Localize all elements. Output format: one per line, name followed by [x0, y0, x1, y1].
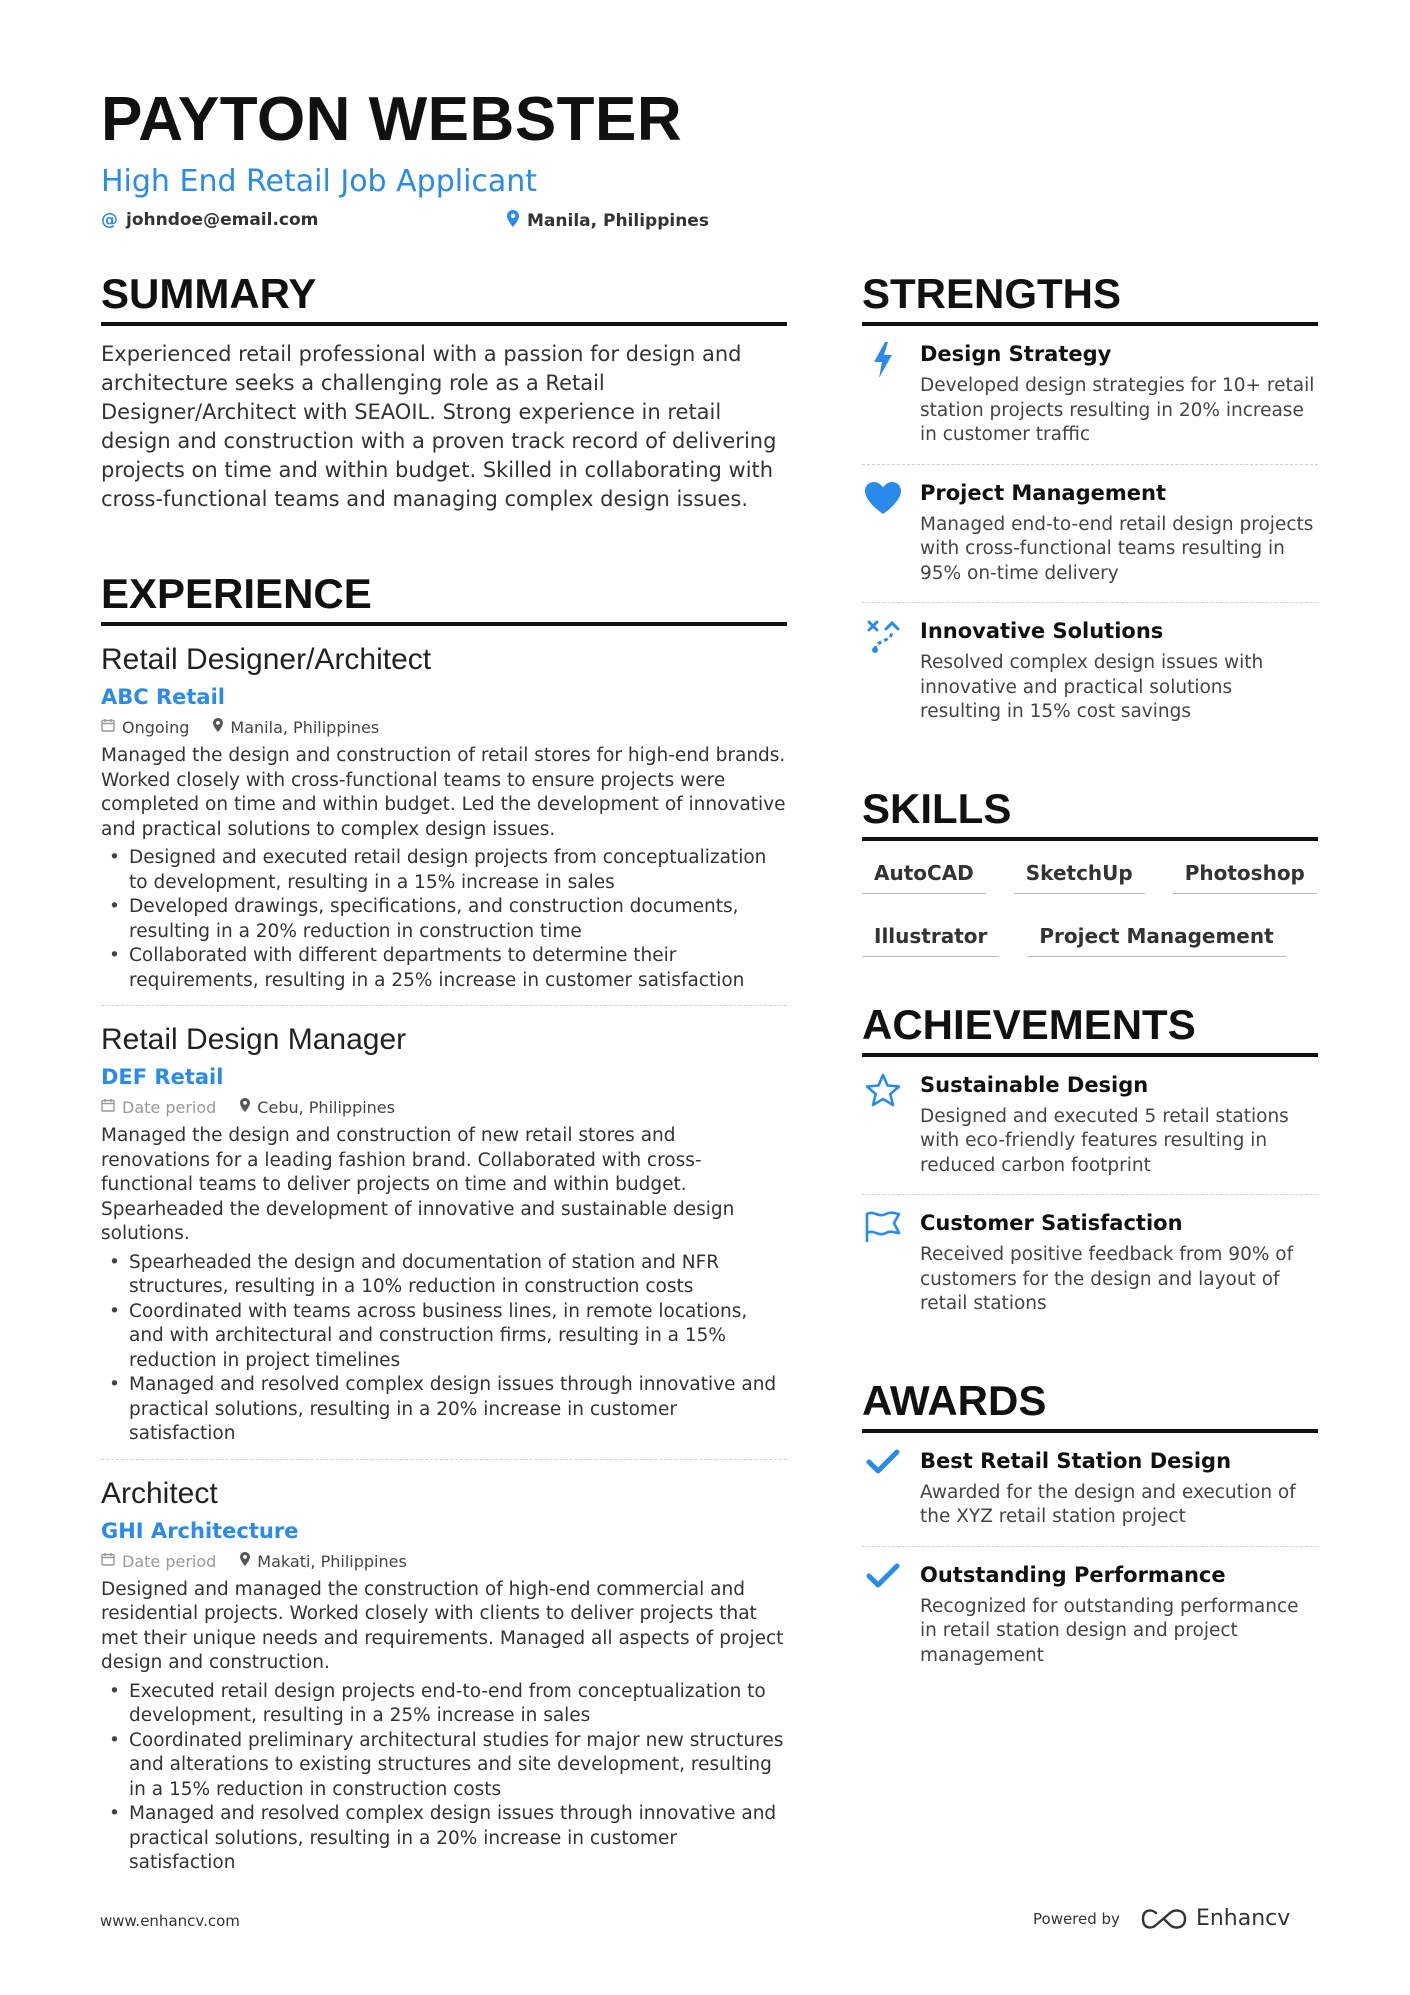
achievement-item [862, 1057, 1318, 1195]
experience-item [101, 1459, 787, 1876]
summary-section [101, 268, 787, 514]
list-item: • Managed and resolved complex design issues through innovative and practical solutions, resulting in a 20% increase in customer satisfaction [101, 1802, 787, 1876]
job-role: Retail Design Manager [101, 1023, 407, 1056]
strength-title: Design Strategy [920, 342, 1112, 366]
list-item: • Coordinated preliminary architectural studies for major new structures and alterations to existing structures and site development, resulting in a 15% reduction in construction costs [101, 1729, 787, 1803]
job-location: Manila, Philippines [213, 718, 379, 738]
strength-title: Project Management [920, 480, 1166, 505]
list-item: • Collaborated with different departments to determine their requirements, resulting in a 25% increase in customer satisfaction [101, 944, 787, 993]
calendar-icon [101, 718, 115, 738]
skill-tag: Project Management [1027, 924, 1285, 957]
job-role: Retail Designer/Architect [101, 643, 432, 676]
company-name: GHI Architecture [101, 1518, 299, 1543]
achievements-heading: ACHIEVEMENTS [862, 999, 1318, 1057]
at-icon: @ [101, 210, 118, 230]
strengths-section [862, 268, 1318, 741]
award-item [862, 1546, 1318, 1685]
strength-item [862, 326, 1318, 464]
award-text: Recognized for outstanding performance in retail station design and project management [920, 1595, 1299, 1666]
skill-tag: AutoCAD [862, 861, 986, 894]
job-date: Date period [101, 1552, 216, 1572]
candidate-name: PAYTON WEBSTER [101, 85, 683, 154]
strengths-heading: STRENGTHS [862, 268, 1318, 326]
right-column [862, 268, 1318, 1684]
awards-section [862, 1375, 1318, 1685]
resume-header [101, 84, 1321, 236]
summary-heading: SUMMARY [101, 268, 787, 326]
job-achievements [101, 1251, 787, 1447]
skills-list [862, 861, 1318, 957]
job-date: Ongoing [101, 718, 189, 738]
route-icon [862, 617, 904, 725]
heart-icon [862, 479, 904, 587]
skills-heading: SKILLS [862, 783, 1318, 841]
award-text: Awarded for the design and execution of the XYZ retail station project [920, 1481, 1296, 1527]
skill-tag: Photoshop [1173, 861, 1317, 894]
enhancv-logo[interactable] [1140, 1906, 1290, 1931]
checkmark-icon [862, 1561, 904, 1669]
location-pin-icon [240, 1552, 250, 1572]
location-text: Manila, Philippines [527, 211, 709, 231]
job-achievements [101, 1680, 787, 1876]
checkmark-icon [862, 1447, 904, 1530]
job-description: Managed the design and construction of retail stores for high-end brands. Worked closely with cross-functional teams to ensure projects were completed on time and within budget. Led the development of innovative and practical solutions to complex design issues. [101, 745, 786, 840]
brand-name: Enhancv [1195, 1906, 1291, 1931]
experience-section [101, 568, 787, 1876]
achievement-title: Customer Satisfaction [920, 1211, 1183, 1235]
enhancv-logo-icon [1140, 1908, 1188, 1930]
skills-section [862, 783, 1318, 957]
list-item: • Executed retail design projects end-to-end from conceptualization to development, resulting in a 25% increase in sales [101, 1680, 787, 1729]
job-meta [101, 1552, 787, 1572]
calendar-icon [101, 1098, 115, 1118]
job-meta [101, 718, 787, 738]
email-contact[interactable] [101, 210, 318, 230]
list-item: • Coordinated with teams across business lines, in remote locations, and with architectural and construction firms, resulting in a 15% reduction in project timelines [101, 1300, 787, 1374]
experience-item [101, 626, 787, 993]
company-name: ABC Retail [101, 685, 226, 709]
award-title: Best Retail Station Design [920, 1448, 1232, 1473]
location-pin-icon [507, 210, 519, 232]
list-item: • Developed drawings, specifications, and construction documents, resulting in a 20% reduction in construction time [101, 895, 787, 944]
skill-tag: Illustrator [862, 924, 999, 957]
company-name: DEF Retail [101, 1065, 224, 1089]
awards-heading: AWARDS [862, 1375, 1318, 1433]
strength-text: Managed end-to-end retail design projects with cross-functional teams resulting in 95% on-time delivery [920, 513, 1314, 584]
job-description: Designed and managed the construction of high-end commercial and residential projects. Worked closely with clients to deliver projects that met their unique needs and requirements. Managed all aspects of project design and construction. [101, 1578, 784, 1673]
achievement-text: Received positive feedback from 90% of customers for the design and layout of retail stations [920, 1244, 1294, 1314]
powered-by-label: Powered by [1033, 1909, 1120, 1928]
job-achievements [101, 846, 787, 993]
job-location: Makati, Philippines [240, 1552, 407, 1572]
job-role: Architect [101, 1476, 218, 1510]
job-description: Managed the design and construction of new retail stores and renovations for a leading fashion brand. Collaborated with cross-functional teams to deliver projects on time and within budget. Spearheaded the development of innovative and sustainable design solutions. [101, 1125, 735, 1244]
job-location: Cebu, Philippines [240, 1098, 395, 1118]
strength-text: Resolved complex design issues with innovative and practical solutions resulting in 15% cost savings [920, 652, 1264, 722]
summary-text: Experienced retail professional with a passion for design and architecture seeks a challenging role as a Retail Designer/Architect with SEAOIL. Strong experience in retail design and construction with a proven track record of delivering projects on time and within budget. Skilled in collaborating with cross-functional teams and managing complex design issues. [101, 342, 777, 511]
award-item [862, 1433, 1318, 1546]
calendar-icon [101, 1552, 115, 1572]
location-contact [507, 210, 709, 232]
candidate-title: High End Retail Job Applicant [101, 164, 538, 199]
contact-info [101, 206, 1321, 236]
job-meta [101, 1098, 787, 1118]
list-item: • Spearheaded the design and documentation of station and NFR structures, resulting in a 10% reduction in construction costs [101, 1251, 787, 1300]
list-item: • Managed and resolved complex design issues through innovative and practical solutions, resulting in a 20% increase in customer satisfaction [101, 1373, 787, 1447]
location-pin-icon [240, 1098, 250, 1118]
email-text: johndoe@email.com [126, 210, 319, 230]
bolt-icon [862, 340, 904, 448]
strength-item [862, 464, 1318, 603]
achievements-section [862, 999, 1318, 1333]
strength-text: Developed design strategies for 10+ retail station projects resulting in 20% increase in customer traffic [920, 375, 1315, 445]
achievement-text: Designed and executed 5 retail stations with eco-friendly features resulting in reduced carbon footprint [920, 1105, 1289, 1176]
achievement-item [862, 1194, 1318, 1333]
footer-branding [1033, 1906, 1290, 1931]
location-pin-icon [213, 718, 223, 738]
left-column [101, 268, 787, 1876]
job-date: Date period [101, 1098, 216, 1118]
list-item: • Designed and executed retail design projects from conceptualization to development, resulting in a 15% increase in sales [101, 846, 787, 895]
website-link[interactable]: www.enhancv.com [100, 1912, 240, 1930]
experience-item [101, 1005, 787, 1447]
star-icon [862, 1071, 904, 1179]
strength-title: Innovative Solutions [920, 619, 1164, 643]
experience-heading: EXPERIENCE [101, 568, 787, 626]
award-title: Outstanding Performance [920, 1562, 1226, 1587]
skill-tag: SketchUp [1014, 861, 1145, 894]
strength-item [862, 602, 1318, 741]
achievement-title: Sustainable Design [920, 1072, 1149, 1097]
flag-icon [862, 1209, 904, 1317]
